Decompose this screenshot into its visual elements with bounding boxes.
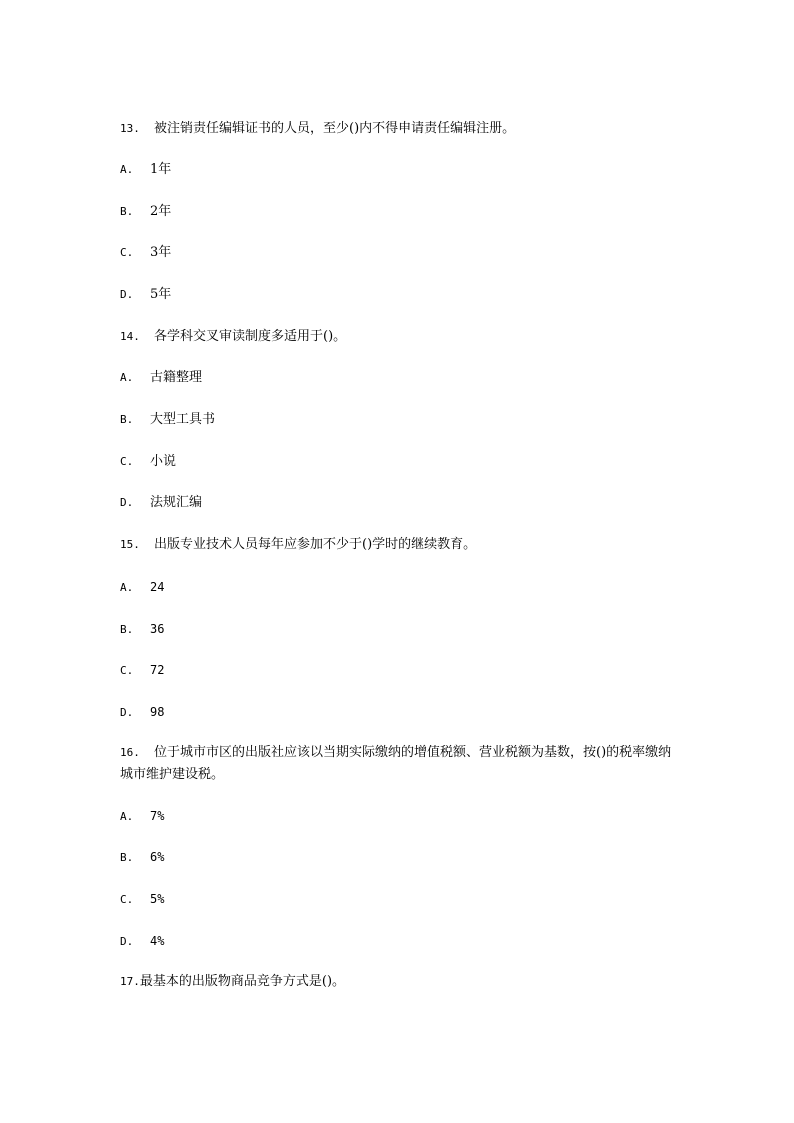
question-16 xyxy=(120,742,680,786)
option-label: B. xyxy=(120,851,134,864)
option-15-b xyxy=(120,619,680,640)
option-16-c xyxy=(120,889,680,910)
option-label: C. xyxy=(120,664,134,677)
option-13-b xyxy=(120,201,680,222)
option-text: 7% xyxy=(150,809,165,823)
question-15 xyxy=(120,534,680,555)
option-16-d xyxy=(120,931,680,952)
option-label: D. xyxy=(120,706,134,719)
question-number: 14. xyxy=(120,330,140,343)
option-14-c xyxy=(120,451,680,472)
option-15-d xyxy=(120,702,680,723)
option-text: 古籍整理 xyxy=(150,370,203,385)
option-text: 5年 xyxy=(150,287,172,302)
option-text: 法规汇编 xyxy=(150,495,203,510)
question-14 xyxy=(120,326,680,347)
option-13-c xyxy=(120,242,680,263)
question-text: 被注销责任编辑证书的人员，至少()内不得申请责任编辑注册。 xyxy=(154,121,516,136)
option-text: 36 xyxy=(150,622,165,636)
question-text: 位于城市市区的出版社应该以当期实际缴纳的增值税额、营业税额为基数，按()的税率缴纳城市维护建设税。 xyxy=(120,745,672,782)
question-number: 17. xyxy=(120,975,140,988)
option-text: 98 xyxy=(150,705,165,719)
option-15-a xyxy=(120,577,680,598)
option-13-d xyxy=(120,284,680,305)
option-text: 24 xyxy=(150,580,165,594)
option-text: 2年 xyxy=(150,204,172,219)
option-16-b xyxy=(120,847,680,868)
question-number: 15. xyxy=(120,538,140,551)
option-label: C. xyxy=(120,455,134,468)
option-text: 大型工具书 xyxy=(150,412,216,427)
option-text: 5% xyxy=(150,892,165,906)
option-14-d xyxy=(120,492,680,513)
option-label: B. xyxy=(120,413,134,426)
option-text: 小说 xyxy=(150,454,177,469)
question-number: 16. xyxy=(120,746,140,759)
option-13-a xyxy=(120,159,680,180)
option-text: 1年 xyxy=(150,162,172,177)
option-16-a xyxy=(120,806,680,827)
option-15-c xyxy=(120,660,680,681)
question-number: 13. xyxy=(120,122,140,135)
option-text: 72 xyxy=(150,663,165,677)
option-label: D. xyxy=(120,496,134,509)
option-text: 4% xyxy=(150,934,165,948)
option-label: D. xyxy=(120,935,134,948)
option-text: 6% xyxy=(150,850,165,864)
question-text: 最基本的出版物商品竞争方式是()。 xyxy=(139,974,346,989)
option-label: B. xyxy=(120,623,134,636)
question-17 xyxy=(120,971,680,992)
option-label: A. xyxy=(120,810,134,823)
question-13 xyxy=(120,118,680,139)
option-14-b xyxy=(120,409,680,430)
question-text: 各学科交叉审读制度多适用于()。 xyxy=(154,329,347,344)
question-text: 出版专业技术人员每年应参加不少于()学时的继续教育。 xyxy=(154,537,477,552)
option-label: B. xyxy=(120,205,134,218)
option-14-a xyxy=(120,367,680,388)
option-label: C. xyxy=(120,246,134,259)
option-text: 3年 xyxy=(150,245,172,260)
option-label: A. xyxy=(120,163,134,176)
option-label: A. xyxy=(120,371,134,384)
option-label: C. xyxy=(120,893,134,906)
option-label: A. xyxy=(120,581,134,594)
option-label: D. xyxy=(120,288,134,301)
